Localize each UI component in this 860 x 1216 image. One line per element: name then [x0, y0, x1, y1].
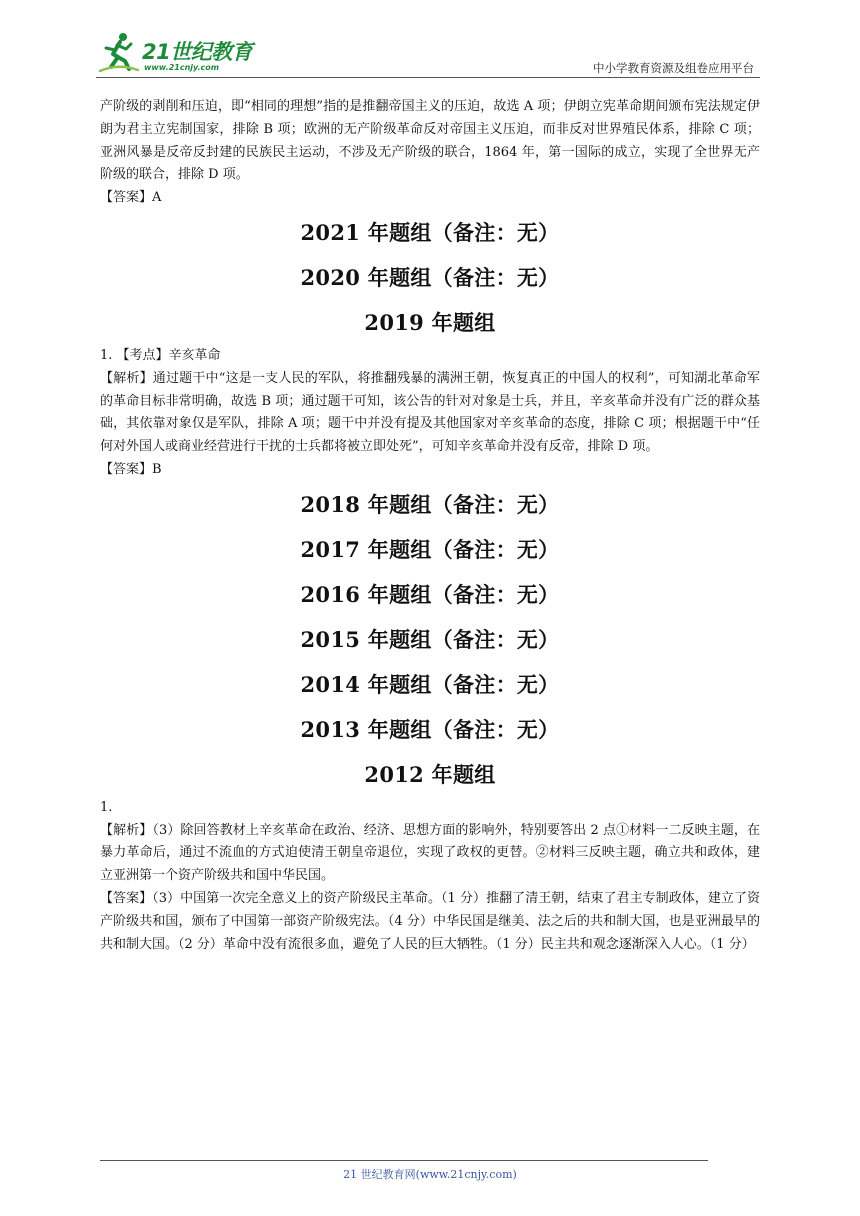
heading-2014: 2014 年题组（备注：无） — [300, 671, 560, 697]
q2012-answer: 【答案】（3）中国第一次完全意义上的资产阶级民主革命。（1 分）推翻了清王朝，结束了君主专制政体，建立了资产阶级共和国，颁布了中国第一部资产阶级宪法。（4 分）中华民国是继美、法之后的共和制大国，也是亚洲最早的共和制大国。（2 分）革命中没有流很多血，避免了人民的巨大牺牲。（1 分）民主共和观念逐渐深入人心。（1 分） — [100, 890, 760, 952]
footer-divider — [100, 1160, 708, 1161]
platform-name: 中小学教育资源及组卷应用平台 — [593, 61, 754, 75]
logo-text: 21世纪教育 — [142, 40, 253, 64]
heading-2017: 2017 年题组（备注：无） — [300, 536, 560, 562]
heading-2019: 2019 年题组 — [364, 309, 496, 335]
q2012-analysis: 【解析】（3）除回答教材上辛亥革命在政治、经济、思想方面的影响外，特别要答出 2 点①材料一二反映主题，在暴力革命后，通过不流血的方式迫使清王朝皇帝退位，实现了政权的更替。②材料三反映主题，确立共和政体，建立亚洲第一个资产阶级共和国中华民国。 — [100, 822, 760, 884]
header-divider — [96, 77, 760, 78]
heading-2015: 2015 年题组（备注：无） — [300, 626, 560, 652]
runner-icon — [96, 30, 140, 74]
heading-2016: 2016 年题组（备注：无） — [300, 581, 560, 607]
heading-2020: 2020 年题组（备注：无） — [300, 264, 560, 290]
heading-2021: 2021 年题组（备注：无） — [300, 219, 560, 245]
intro-paragraph: 产阶级的剥削和压迫，即“相同的理想”指的是推翻帝国主义的压迫，故选 A 项；伊朗立宪革命期间颁布宪法规定伊朗为君主立宪制国家，排除 B 项；欧洲的无产阶级革命反对帝国主义压迫，而非反对世界殖民体系，排除 C 项；亚洲风暴是反帝反封建的民族民主运动，不涉及无产阶级的联合，1864 年，第一国际的成立，实现了全世界无产阶级的联合，排除 D 项。 — [100, 99, 760, 183]
q2012-number: 1. — [100, 799, 113, 815]
footer-link[interactable]: 21 世纪教育网(www.21cnjy.com) — [343, 1168, 517, 1181]
q2019-point: 1. 【考点】辛亥革命 — [100, 347, 221, 363]
heading-2013: 2013 年题组（备注：无） — [300, 716, 560, 742]
site-logo[interactable] — [96, 30, 266, 76]
intro-answer: 【答案】A — [100, 190, 162, 206]
document-body — [100, 96, 760, 956]
q2019-analysis: 【解析】通过题干中“这是一支人民的军队，将推翻残暴的满洲王朝，恢复真正的中国人的权利”，可知湖北革命军的革命目标非常明确，故选 B 项；通过题干可知，该公告的针对对象是士兵，并且，辛亥革命并没有广泛的群众基础，其依靠对象仅是军队，排除 A 项；题干中并没有提及其他国家对辛亥革命的态度，排除 C 项；根据题干中“任何对外国人或商业经营进行干扰的士兵都将被立即处死”，可知辛亥革命并没有反帝，排除 D 项。 — [100, 370, 760, 455]
logo-url: www.21cnjy.com — [144, 63, 220, 72]
heading-2018: 2018 年题组（备注：无） — [300, 491, 560, 517]
page-header — [96, 30, 760, 80]
heading-2012: 2012 年题组 — [364, 761, 496, 787]
q2019-answer: 【答案】B — [100, 461, 162, 477]
